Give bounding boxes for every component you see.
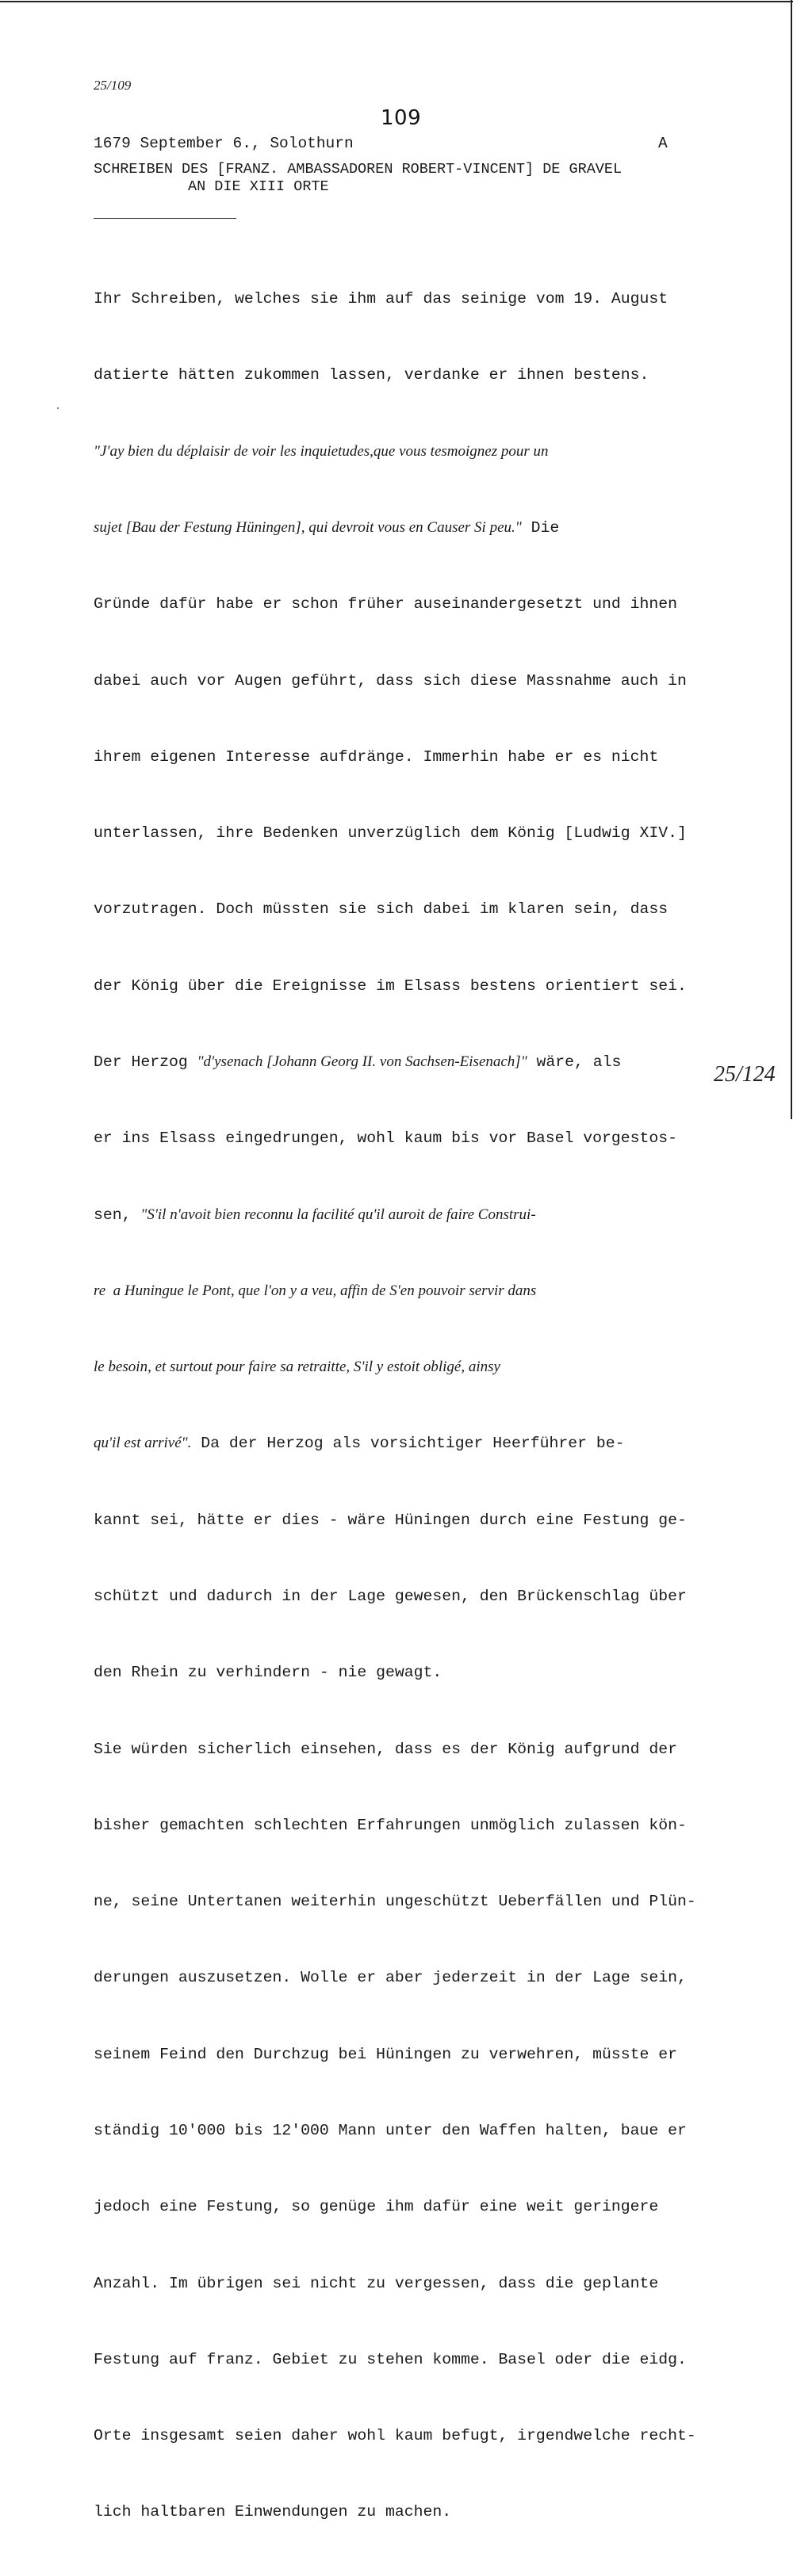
body-line: schützt und dadurch in der Lage gewesen, den Brückenschlag über [94, 1587, 687, 1605]
body-line: dabei auch vor Augen geführt, dass sich diese Massnahme auch in [94, 671, 687, 690]
body-line-quote: "J'ay bien du déplaisir de voir les inquietudes,que vous tesmoignez pour un [94, 442, 549, 460]
body-line: datierte hätten zukommen lassen, verdanke er ihnen bestens. [94, 366, 649, 384]
body-text: sen, [94, 1206, 141, 1224]
scan-speck [57, 407, 59, 409]
body-line [94, 1049, 728, 1075]
quote-text: "d'ysenach [Johann Georg II. von Sachsen-Eisenach]" [197, 1053, 527, 1070]
body-line: Sie würden sicherlich einsehen, dass es der König aufgrund der [94, 1740, 677, 1758]
body-line: ne, seine Untertanen weiterhin ungeschützt Ueberfällen und Plün- [94, 1893, 696, 1911]
body-line: seinem Feind den Durchzug bei Hüningen zu verwehren, müsste er [94, 2045, 677, 2063]
body-line: der König über die Ereignisse im Elsass bestens orientiert sei. [94, 977, 687, 995]
body-text: Der Herzog [94, 1053, 197, 1071]
body-line: lich haltbaren Einwendungen zu machen. [94, 2503, 452, 2521]
body-line: jedoch eine Festung, so genüge ihm dafür eine weit geringere [94, 2198, 659, 2216]
page-number: 109 [381, 106, 422, 130]
date-place-line: 1679 September 6., Solothurn [94, 135, 354, 152]
body-line: den Rhein zu verhindern - nie gewagt. [94, 1664, 442, 1682]
body-line [94, 515, 728, 541]
body-line: Gründe dafür habe er schon früher auseinandergesetzt und ihnen [94, 595, 677, 613]
archive-reference-top: 25/109 [94, 78, 132, 93]
body-line: Anzahl. Im übrigen sei nicht zu vergessen, dass die geplante [94, 2274, 659, 2292]
body-line [94, 1431, 728, 1456]
body-line [94, 1202, 728, 1228]
document-title-line-1: SCHREIBEN DES [FRANZ. AMBASSADOREN ROBERT-VINCENT] DE GRAVEL [94, 161, 623, 178]
body-line: er ins Elsass eingedrungen, wohl kaum bis vor Basel vorgestos- [94, 1129, 677, 1148]
body-line: Ihr Schreiben, welches sie ihm auf das seinige vom 19. August [94, 290, 668, 308]
body-line-quote: re a Huningue le Pont, que l'on y a veu, affin de S'en pouvoir servir dans [94, 1282, 537, 1299]
quote-text: sujet [Bau der Festung Hüningen], qui devroit vous en Causer Si peu." [94, 519, 522, 537]
separator-rule [94, 218, 236, 219]
body-text: wäre, als [527, 1053, 622, 1071]
body-line: kannt sei, hätte er dies - wäre Hüningen durch eine Festung ge- [94, 1511, 687, 1529]
body-text: Die [521, 519, 560, 537]
body-line-quote: le besoin, et surtout pour faire sa retraitte, S'il y estoit obligé, ainsy [94, 1359, 500, 1376]
body-line: unterlassen, ihre Bedenken unverzüglich dem König [Ludwig XIV.] [94, 824, 687, 843]
quote-text: "S'il n'avoit bien reconnu la facilité qu'il auroit de faire Construi- [140, 1206, 536, 1223]
quote-text: qu'il est arrivé". [94, 1435, 192, 1452]
scan-border-top [0, 1, 793, 2]
body-line: vorzutragen. Doch müssten sie sich dabei im klaren sein, dass [94, 900, 668, 919]
document-body [94, 235, 728, 2576]
body-line: bisher gemachten schlechten Erfahrungen unmöglich zulassen kön- [94, 1816, 687, 1834]
document-letter: A [658, 135, 668, 152]
body-text: Da der Herzog als vorsichtiger Heerführer be- [191, 1435, 625, 1453]
archive-reference-bottom: 25/124 [714, 1062, 776, 1087]
body-line: ihrem eigenen Interesse aufdränge. Immerhin habe er es nicht [94, 747, 659, 766]
body-line: derungen auszusetzen. Wolle er aber jederzeit in der Lage sein, [94, 1969, 687, 1987]
scan-border-right [791, 0, 792, 1119]
body-line: ständig 10'000 bis 12'000 Mann unter den Waffen halten, baue er [94, 2121, 687, 2139]
body-line: Orte insgesamt seien daher wohl kaum befugt, irgendwelche recht- [94, 2427, 696, 2445]
document-title-line-2: AN DIE XIII ORTE [188, 178, 329, 195]
body-line: Festung auf franz. Gebiet zu stehen komme. Basel oder die eidg. [94, 2350, 687, 2368]
